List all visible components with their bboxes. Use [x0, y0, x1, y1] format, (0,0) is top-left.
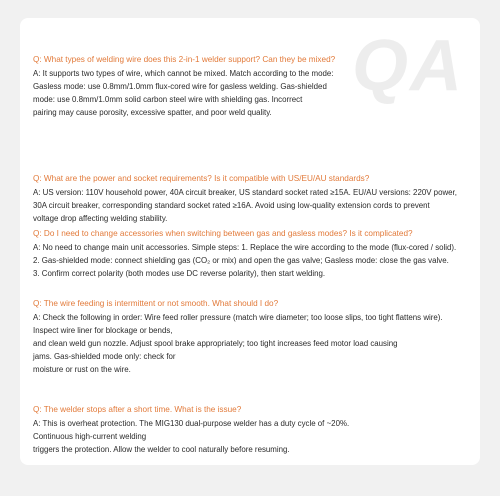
faq-answer-line: and clean weld gun nozzle. Adjust spool brake appropriately; too tight increases feed motor load causing [33, 339, 398, 348]
faq-answer-line: jams. Gas-shielded mode only: check for [33, 352, 176, 361]
faq-answer-line: 2. Gas-shielded mode: connect shielding gas (CO₂ or mix) and open the gas valve; Gasless mode: close the gas valve. [33, 256, 449, 265]
faq-question: Q: Do I need to change accessories when switching between gas and gasless modes? Is it complicated? [33, 229, 413, 238]
faq-item [33, 227, 456, 280]
faq-answer-line: mode: use 0.8mm/1.0mm solid carbon steel wire with shielding gas. Incorrect [33, 95, 303, 104]
faq-question: Q: The welder stops after a short time. What is the issue? [33, 405, 242, 414]
faq-question: Q: What are the power and socket requirements? Is it compatible with US/EU/AU standards? [33, 174, 370, 183]
faq-answer-line: Gasless mode: use 0.8mm/1.0mm flux-cored wire for gasless welding. Gas-shielded [33, 82, 327, 91]
faq-answer-line: Inspect wire liner for blockage or bends, [33, 326, 173, 335]
faq-answer-line: A: No need to change main unit accessories. Simple steps: 1. Replace the wire according to the mode (flux-cored / solid). [33, 243, 457, 252]
faq-answer-line: A: This is overheat protection. The MIG130 dual-purpose welder has a duty cycle of ~20%. [33, 419, 350, 428]
faq-item [33, 403, 349, 456]
faq-answer-line: A: It supports two types of wire, which cannot be mixed. Match according to the mode: [33, 69, 334, 78]
faq-answer-line: A: US version: 110V household power, 40A circuit breaker, US standard socket rated ≥15A. EU/AU versions: 220V power, [33, 188, 457, 197]
faq-question: Q: The wire feeding is intermittent or not smooth. What should I do? [33, 299, 279, 308]
faq-answer-line: pairing may cause porosity, excessive spatter, and poor weld quality. [33, 108, 272, 117]
faq-answer-line: Continuous high-current welding [33, 432, 147, 441]
faq-answer-line: 30A circuit breaker, corresponding standard socket rated ≥16A. Avoid using low-quality extension cords to prevent [33, 201, 430, 210]
faq-answer-line: 3. Confirm correct polarity (both modes use DC reverse polarity), then start welding. [33, 269, 326, 278]
faq-card [20, 18, 480, 465]
qa-watermark: QA [352, 26, 464, 106]
faq-question: Q: What types of welding wire does this 2-in-1 welder support? Can they be mixed? [33, 55, 336, 64]
faq-item [33, 172, 457, 225]
faq-item [33, 297, 443, 376]
faq-answer-line: triggers the protection. Allow the welder to cool naturally before resuming. [33, 445, 290, 454]
faq-answer-line: A: Check the following in order: Wire feed roller pressure (match wire diameter; too loose slips, too tight flattens wire). [33, 313, 443, 322]
faq-answer-line: moisture or rust on the wire. [33, 365, 131, 374]
faq-item [33, 53, 335, 119]
faq-answer-line: voltage drop affecting welding stability. [33, 214, 168, 223]
